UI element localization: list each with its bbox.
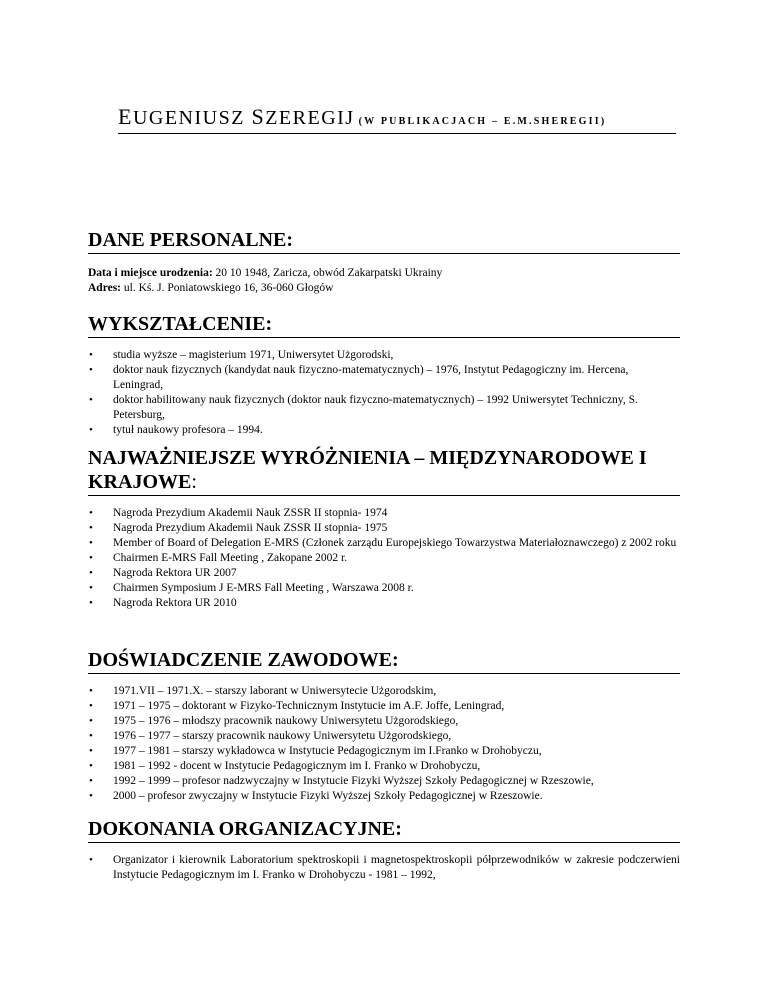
section-heading-awards: NAJWAŻNIEJSZE WYRÓŻNIENIA – MIĘDZYNARODOWE I KRAJOWE:: [88, 446, 680, 496]
section-heading-experience: DOŚWIADCZENIE ZAWODOWE:: [88, 648, 680, 674]
address-line: Adres: ul. Kś. J. Poniatowskiego 16, 36-060 Głogów: [88, 282, 334, 294]
person-name: EUGENIUSZ SZEREGIJ: [118, 104, 355, 129]
section-experience: [88, 648, 680, 804]
section-heading-organization: DOKONANIA ORGANIZACYJNE:: [88, 817, 680, 843]
section-education: [88, 312, 680, 438]
section-heading-education: WYKSZTAŁCENIE:: [88, 312, 680, 338]
section-personal: [88, 228, 680, 296]
list-item: • 1971 – 1975 – doktorant w Fizyko-Technicznym Instytucie im A.F. Joffe, Leningrad,: [88, 699, 680, 714]
education-list: [88, 348, 680, 438]
awards-list: [88, 506, 680, 611]
list-item: • tytuł naukowy profesora – 1994.: [88, 423, 680, 438]
list-item: • Nagroda Rektora UR 2007: [88, 566, 680, 581]
list-item: • 1981 – 1992 - docent w Instytucie Pedagogicznym im I. Franko w Drohobyczu,: [88, 759, 680, 774]
section-organization: [88, 817, 680, 883]
list-item: • Nagroda Prezydium Akademii Nauk ZSSR II stopnia- 1975: [88, 521, 680, 536]
list-item: • Nagroda Prezydium Akademii Nauk ZSSR II stopnia- 1974: [88, 506, 680, 521]
list-item: • 1992 – 1999 – profesor nadzwyczajny w Instytucie Fizyki Wyższej Szkoły Pedagogicznej w Rzeszowie,: [88, 774, 680, 789]
list-item: • Nagroda Rektora UR 2010: [88, 596, 680, 611]
list-item: • Chairmen Symposium J E-MRS Fall Meeting , Warszawa 2008 r.: [88, 581, 680, 596]
birth-line: Data i miejsce urodzenia: 20 10 1948, Zaricza, obwód Zakarpatski Ukrainy: [88, 267, 443, 279]
list-item: • studia wyższe – magisterium 1971, Uniwersytet Użgorodski,: [88, 348, 680, 363]
list-item: • doktor nauk fizycznych (kandydat nauk fizyczno-matematycznych) – 1976, Instytut Pedagogiczny im. Hercena, Leningrad,: [88, 363, 680, 393]
section-awards: [88, 446, 680, 611]
list-item: • 2000 – profesor zwyczajny w Instytucie Fizyki Wyższej Szkoły Pedagogicznej w Rzeszowie.: [88, 789, 680, 804]
list-item: • 1975 – 1976 – młodszy pracownik naukowy Uniwersytetu Użgorodskiego,: [88, 714, 680, 729]
experience-list: [88, 684, 680, 804]
section-heading-personal: DANE PERSONALNE:: [88, 228, 680, 254]
list-item: • Member of Board of Delegation E-MRS (Członek zarządu Europejskiego Towarzystwa Materiałoznawczego) z 2002 roku: [88, 536, 680, 551]
list-item: • 1976 – 1977 – starszy pracownik naukowy Uniwersytetu Użgorodskiego,: [88, 729, 680, 744]
list-item: • 1971.VII – 1971.X. – starszy laborant w Uniwersytecie Użgorodskim,: [88, 684, 680, 699]
list-item: • Organizator i kierownik Laboratorium spektroskopii i magnetospektroskopii półprzewodników w zakresie podczerwieni Instytucie Pedagogicznym im I. Franko w Drohobyczu - 1981 – 1992,: [88, 853, 680, 883]
document-title: [118, 104, 676, 134]
list-item: • doktor habilitowany nauk fizycznych (doktor nauk fizyczno-matematycznych) – 1992 Uniwersytet Techniczny, S. Petersburg,: [88, 393, 680, 423]
organization-list: [88, 853, 680, 883]
list-item: • 1977 – 1981 – starszy wykładowca w Instytucie Pedagogicznym im I.Franko w Drohobyczu,: [88, 744, 680, 759]
list-item: • Chairmen E-MRS Fall Meeting , Zakopane 2002 r.: [88, 551, 680, 566]
publication-name: (W PUBLIKACJACH – E.M.SHEREGII): [358, 116, 607, 127]
personal-info: [88, 266, 680, 296]
